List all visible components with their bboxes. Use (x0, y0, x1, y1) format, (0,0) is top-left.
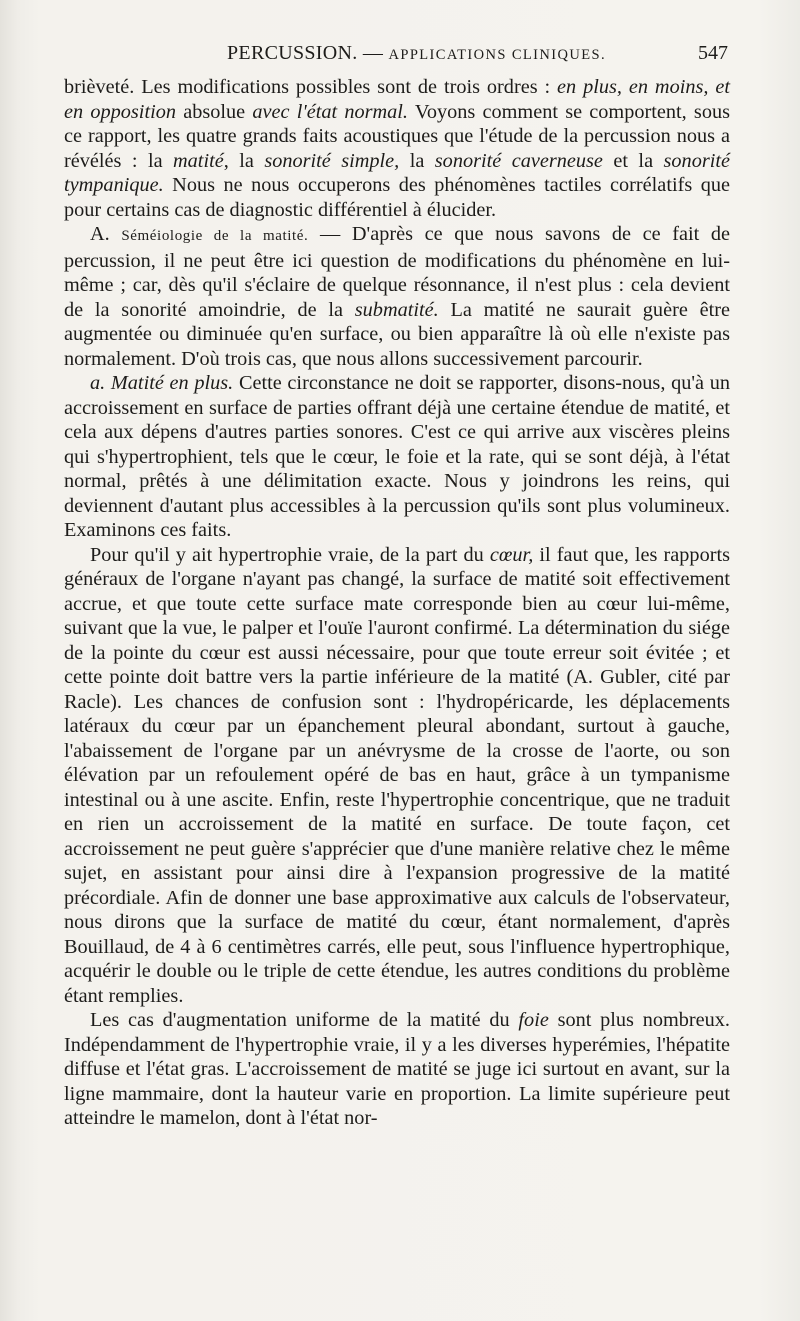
subsection-heading: a. Matité en plus. (90, 372, 234, 394)
running-head (64, 42, 728, 72)
running-head-title: PERCUSSION. — APPLICATIONS CLINIQUES. (227, 42, 606, 64)
page-number: 547 (698, 42, 728, 64)
paragraph-coeur: Pour qu'il y ait hypertrophie vraie, de la part du cœur, il faut que, les rapports généraux de l'organe n'ayant pas changé, la surface de matité soit effectivement accrue, et que toute cette surface mate corresponde bien au cœur lui-même, suivant que la vue, le palper et l'ouïe l'auront confirmé. La détermination du siége de la pointe du cœur est aussi nécessaire, pour que toute erreur soit évitée ; et cette pointe doit battre vers la partie inférieure de la matité (A. Gubler, cité par Racle). Les chances de confusion sont : l'hydropéricarde, les déplacements latéraux du cœur par un épanchement pleural abondant, surtout à gauche, l'abaissement de l'organe par un anévrysme de la crosse de l'aorte, ou son élévation par un refoulement opéré de bas en haut, grâce à un tympanisme intestinal ou à une ascite. Enfin, reste l'hypertrophie concentrique, que ne traduit en rien un accroissement de la matité en surface. De toute façon, cet accroissement ne peut guère s'apprécier que d'une manière relative chez le même sujet, en assistant pour ainsi dire à l'expansion progressive de la matité précordiale. Afin de donner une base approximative aux calculs de l'observateur, nous dirons que la surface de matité du cœur, étant normalement, d'après Bouillaud, de 4 à 6 centimètres carrés, elle peut, sous l'influence hypertrophique, acquérir le double ou le triple de cette étendue, les autres conditions du problème étant remplies. (64, 543, 730, 1007)
paragraph-brievete: brièveté. Les modifications possibles sont de trois ordres : en plus, en moins, et en opposition absolue avec l'état normal. Voyons comment se comportent, sous ce rapport, les quatre grands faits acoustiques que l'étude de la percussion nous a révélés : la matité, la sonorité simple, la sonorité caverneuse et la sonorité tympanique. Nous ne nous occuperons des phénomènes tactiles corrélatifs que pour certains cas de diagnostic différentiel à élucider. (64, 76, 731, 221)
section-heading: Séméiologie de la matité. (121, 228, 309, 244)
paragraph-semeiologie: A. Séméiologie de la matité. — D'après ce que nous savons de ce fait de percussion, il ne peut être ici question de modifications du phénomène en lui-même ; car, dès qu'il s'éclaire de quelque résonnance, il n'est plus : cela devient de la sonorité amoindrie, de la submatité. La matité ne saurait guère être augmentée ou diminuée qu'en surface, ou bien apparaître là où elle n'existe pas normalement. D'où trois cas, que nous allons successivement parcourir. (64, 223, 730, 370)
body-text (64, 75, 730, 1131)
running-head-subtitle: APPLICATIONS CLINIQUES. (388, 47, 606, 63)
paragraph-foie: Les cas d'augmentation uniforme de la matité du foie sont plus nombreux. Indépendamment de l'hypertrophie vraie, il y a les diverses hyperémies, l'hépatite diffuse et l'état gras. L'accroissement de matité se juge ici surtout en avant, sur la ligne mammaire, dont la hauteur varie en proportion. La limite supérieure peut atteindre le mamelon, dont à l'état nor- (64, 1009, 731, 1129)
paragraph-matite-en-plus: a. Matité en plus. Cette circonstance ne doit se rapporter, disons-nous, qu'à un accroissement en surface de parties offrant déjà une certaine étendue de matité, et cela aux dépens d'autres parties sonores. C'est ce qui arrive aux viscères pleins qui s'hypertrophient, tels que le cœur, le foie et la rate, qui se sont déjà, à l'état normal, prêtés à une délimitation exacte. Nous y joindrons les reins, qui deviennent d'autant plus accessibles à la percussion qu'ils sont plus volumineux. Examinons ces faits. (64, 372, 730, 541)
